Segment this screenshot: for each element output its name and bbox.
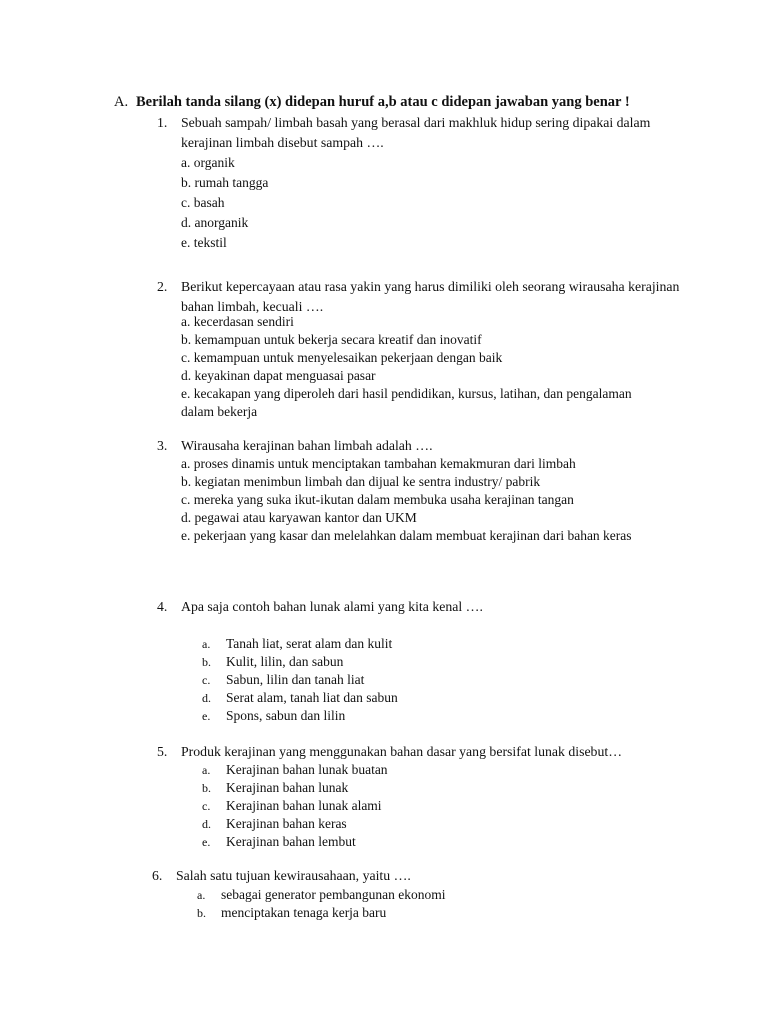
option-text: Kerajinan bahan lunak buatan (226, 762, 388, 777)
option-text: Kulit, lilin, dan sabun (226, 654, 344, 669)
option-b[interactable] (197, 904, 446, 922)
option-a[interactable]: a. kecerdasan sendiri (181, 314, 294, 329)
question-3-options (181, 455, 651, 545)
option-d[interactable]: d. anorganik (181, 215, 249, 230)
option-marker: c. (202, 799, 211, 813)
option-text: Sabun, lilin dan tanah liat (226, 672, 365, 687)
question-text: Apa saja contoh bahan lunak alami yang kita kenal …. (181, 599, 483, 614)
option-text: Serat alam, tanah liat dan sabun (226, 690, 398, 705)
option-marker: e. (202, 835, 211, 849)
option-text: Kerajinan bahan lunak (226, 780, 349, 795)
question-text: Produk kerajinan yang menggunakan bahan dasar yang bersifat lunak disebut… (181, 744, 622, 759)
question-1-options (181, 153, 268, 253)
option-e[interactable] (202, 833, 388, 851)
option-text: Kerajinan bahan keras (226, 816, 347, 831)
option-d[interactable] (202, 689, 398, 707)
question-4-options (202, 635, 398, 725)
option-b[interactable]: b. rumah tangga (181, 175, 269, 190)
option-c[interactable]: c. mereka yang suka ikut-ikutan dalam membuka usaha kerajinan tangan (181, 492, 574, 507)
option-d[interactable]: d. keyakinan dapat menguasai pasar (181, 368, 376, 383)
option-marker: c. (202, 673, 211, 687)
option-a[interactable] (202, 635, 398, 653)
question-5-options (202, 761, 388, 851)
option-text: Kerajinan bahan lunak alami (226, 798, 382, 813)
question-6-options (197, 886, 446, 922)
question-number: 3. (157, 438, 168, 453)
option-marker: d. (202, 691, 211, 705)
option-d[interactable]: d. pegawai atau karyawan kantor dan UKM (181, 510, 417, 525)
section-heading (114, 94, 630, 111)
option-b[interactable]: b. kemampuan untuk bekerja secara kreatif dan inovatif (181, 332, 482, 347)
question-text: Berikut kepercayaan atau rasa yakin yang harus dimiliki oleh seorang wirausaha kerajinan bahan limbah, kecuali …. (181, 279, 680, 314)
section-letter: A. (114, 94, 129, 110)
option-marker: e. (202, 709, 211, 723)
option-a[interactable]: a. proses dinamis untuk menciptakan tambahan kemakmuran dari limbah (181, 456, 576, 471)
option-marker: a. (202, 763, 211, 777)
option-text: menciptakan tenaga kerja baru (221, 905, 387, 920)
option-a[interactable] (202, 761, 388, 779)
option-text: Spons, sabun dan lilin (226, 708, 346, 723)
option-b[interactable] (202, 779, 388, 797)
option-c[interactable] (202, 797, 388, 815)
option-d[interactable] (202, 815, 388, 833)
option-e[interactable]: e. tekstil (181, 235, 227, 250)
question-number: 1. (157, 115, 168, 130)
option-marker: b. (197, 906, 206, 920)
option-a[interactable] (197, 886, 446, 904)
option-a[interactable]: a. organik (181, 155, 235, 170)
option-text: sebagai generator pembangunan ekonomi (221, 887, 446, 902)
option-marker: d. (202, 817, 211, 831)
option-e[interactable]: e. pekerjaan yang kasar dan melelahkan dalam membuat kerajinan dari bahan keras (181, 528, 632, 543)
question-text: Wirausaha kerajinan bahan limbah adalah …. (181, 438, 433, 453)
question-number: 2. (157, 279, 168, 294)
question-number: 6. (152, 868, 163, 883)
question-text: Salah satu tujuan kewirausahaan, yaitu …. (176, 868, 411, 883)
option-b[interactable] (202, 653, 398, 671)
question-2-options (181, 313, 651, 419)
option-marker: a. (202, 637, 211, 651)
option-e[interactable] (202, 707, 398, 725)
option-marker: a. (197, 888, 206, 902)
question-number: 5. (157, 744, 168, 759)
option-text: Tanah liat, serat alam dan kulit (226, 636, 393, 651)
option-c[interactable]: c. basah (181, 195, 225, 210)
option-text: Kerajinan bahan lembut (226, 834, 356, 849)
option-c[interactable]: c. kemampuan untuk menyelesaikan pekerjaan dengan baik (181, 350, 503, 365)
option-marker: b. (202, 781, 211, 795)
section-instruction: Berilah tanda silang (x) didepan huruf a,b atau c didepan jawaban yang benar ! (136, 94, 630, 110)
question-number: 4. (157, 599, 168, 614)
option-c[interactable] (202, 671, 398, 689)
option-e[interactable]: e. kecakapan yang diperoleh dari hasil pendidikan, kursus, latihan, dan pengalaman dalam bekerja (181, 386, 632, 419)
option-b[interactable]: b. kegiatan menimbun limbah dan dijual ke sentra industry/ pabrik (181, 474, 541, 489)
option-marker: b. (202, 655, 211, 669)
question-text: Sebuah sampah/ limbah basah yang berasal dari makhluk hidup sering dipakai dalam kerajinan limbah disebut sampah …. (181, 115, 651, 150)
